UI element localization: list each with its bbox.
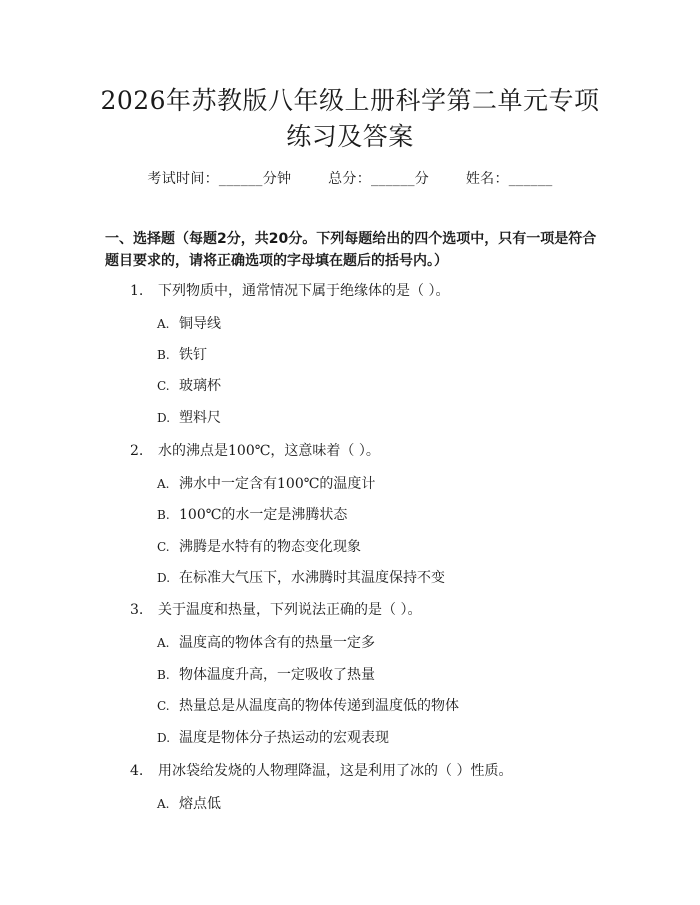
exam-meta [0,168,700,188]
option-3a: A. 温度高的物体含有的热量一定多 [157,635,375,651]
question-1 [130,282,449,300]
option-1b: B. 铁钉 [157,347,207,363]
question-3 [130,601,421,619]
section-heading: 一、选择题（每题2分，共20分。下列每题给出的四个选项中，只有一项是符合题目要求的，请将正确选项的字母填在题后的括号内。） [105,231,597,269]
option-2d: D. 在标准大气压下，水沸腾时其温度保持不变 [157,570,445,586]
exam-time-field: 考试时间：______分钟 [147,171,292,187]
option-2c: C. 沸腾是水特有的物态变化现象 [157,539,361,555]
option-1a: A. 铜导线 [157,316,221,332]
question-number: 4. [130,763,144,779]
question-text: 下列物质中，通常情况下属于绝缘体的是（ ）。 [158,283,450,299]
name-field: 姓名：______ [465,171,553,187]
option-3c: C. 热量总是从温度高的物体传递到温度低的物体 [157,698,459,714]
total-score-field: 总分：______分 [328,171,430,187]
option-3d: D. 温度是物体分子热运动的宏观表现 [157,730,389,746]
question-2 [130,442,380,460]
question-number: 2. [130,443,144,459]
option-2a: A. 沸水中一定含有100℃的温度计 [157,476,376,492]
question-4 [130,762,512,780]
question-number: 1. [130,283,144,299]
option-1c: C. 玻璃杯 [157,378,221,394]
option-2b: B. 100℃的水一定是沸腾状态 [157,507,348,523]
document-title-line-1: 2026年苏教版八年级上册科学第二单元专项 [100,86,600,115]
question-text: 用冰袋给发烧的人物理降温，这是利用了冰的（ ）性质。 [158,763,513,779]
option-3b: B. 物体温度升高，一定吸收了热量 [157,667,375,683]
question-text: 水的沸点是100℃，这意味着（ ）。 [158,443,380,459]
option-4a: A. 熔点低 [157,796,221,812]
question-text: 关于温度和热量，下列说法正确的是（ ）。 [158,602,422,618]
document-title-line-2: 练习及答案 [286,122,414,151]
question-number: 3. [130,602,144,618]
option-1d: D. 塑料尺 [157,410,221,426]
